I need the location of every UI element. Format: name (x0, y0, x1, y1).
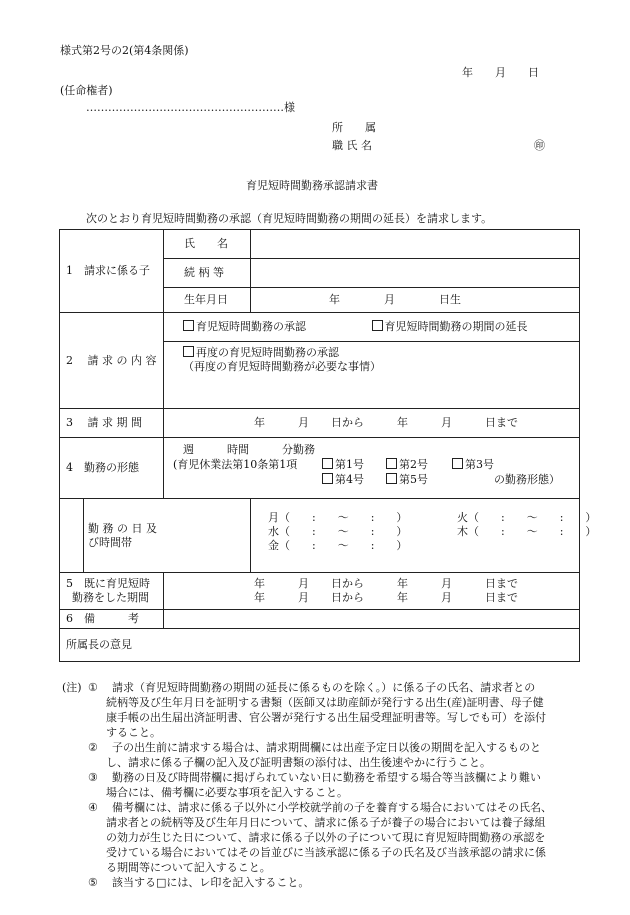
intro-text: 次のとおり育児短時間勤務の承認（育児短時間勤務の期間の延長）を請求します。 (86, 212, 493, 225)
checkbox-approval[interactable] (183, 320, 194, 331)
form-number: 様式第2号の2(第4条関係) (60, 44, 189, 57)
child-birth-field[interactable]: 年 月 日生 (251, 288, 580, 313)
work-form-suffix: の勤務形態） (494, 473, 560, 486)
supervisor-opinion-label: 所属長の意見 (66, 638, 132, 652)
prior-period-label: 5 既に育児短時 勤務をした期間 (60, 573, 164, 610)
checkbox-item-3[interactable] (452, 458, 463, 469)
content-options-row1 (164, 313, 580, 342)
notes-section (62, 680, 582, 890)
child-section-label: 1 請求に係る子 (60, 230, 164, 313)
item-3[interactable]: 第3号 (452, 458, 494, 472)
remarks-label: 6 備 考 (60, 610, 164, 629)
item-4[interactable]: 第4号 (322, 473, 364, 487)
note-2: ② 子の出生前に請求する場合は、請求期間欄には出産予定日以後の期間を記入するものと し、請求に係る子欄の記入及び証明書類の添付は、出生後速やかに行うこと。 (88, 741, 541, 769)
work-form-section-label: 4 勤務の形態 (60, 438, 164, 499)
option-approval[interactable]: 育児短時間勤務の承認 (164, 320, 306, 333)
name-label: 職 氏 名 (332, 139, 372, 152)
option-extension[interactable]: 育児短時間勤務の期間の延長 (310, 320, 528, 333)
checkbox-item-1[interactable] (322, 458, 333, 469)
addressee-line: ………………………………………………様 (86, 101, 295, 114)
checkbox-re-approval[interactable] (183, 346, 194, 357)
affiliation-label: 所 属 (332, 121, 376, 134)
note-3: ③ 勤務の日及び時間帯欄に掲げられていない日に勤務を希望する場合等当該欄により難い 場合には、備考欄に必要な事項を記入すること。 (88, 771, 541, 799)
weekly-hours[interactable]: 週 時間 分勤務 (183, 443, 315, 456)
day-thursday[interactable]: 木（ : 〜 : ） (457, 525, 597, 538)
checkbox-item-2[interactable] (386, 458, 397, 469)
option-re-approval[interactable]: 再度の育児短時間勤務の承認 (164, 342, 579, 360)
supervisor-opinion-field[interactable] (60, 629, 580, 662)
item-2[interactable]: 第2号 (386, 458, 428, 472)
checkbox-item-5[interactable] (386, 473, 397, 484)
content-section-label: 2 請 求 の 内 容 (60, 313, 164, 409)
day-friday[interactable]: 金（ : 〜 : ） (268, 539, 408, 552)
work-days-label: 勤 務 の 日 及 び時間帯 (84, 499, 251, 573)
law-reference: (育児休業法第10条第1項 (173, 458, 298, 471)
appointer-label: (任命権者) (60, 84, 113, 97)
re-approval-note: （再度の育児短時間勤務が必要な事情） (183, 359, 381, 373)
request-form-table (59, 229, 597, 662)
child-birth-label: 生年月日 (164, 288, 251, 313)
prior-period-field[interactable]: 年 月 日から 年 月 日まで 年 月 日から 年 月 日まで (164, 573, 580, 610)
page-title: 育児短時間勤務承認請求書 (246, 179, 378, 192)
note-5: ⑤ 該当する□には、レ印を記入すること。 (88, 876, 310, 889)
date-line: 年 月 日 (462, 66, 539, 79)
child-name-label: 氏 名 (164, 230, 251, 259)
note-1: (注) ① 請求（育児短時間勤務の期間の延長に係るものを除く。）に係る子の氏名、請求者との 続柄等及び生年月日を証明する書類（医師又は助産師が発行する出生(産)証明書、母子健 康手帳の出生届出済証明書、官公署が発行する出生届受理証明書等。写しでも可）を添付 すること。 (62, 681, 546, 739)
checkbox-extension[interactable] (372, 320, 383, 331)
child-relation-field[interactable] (251, 259, 580, 288)
checkbox-item-4[interactable] (322, 473, 333, 484)
content-options-row2 (164, 342, 580, 409)
child-relation-label: 続 柄 等 (164, 259, 251, 288)
work-form-field (164, 438, 580, 499)
day-monday[interactable]: 月（ : 〜 : ） (268, 511, 408, 524)
note-4: ④ 備考欄には、請求に係る子以外に小学校就学前の子を養育する場合においてはその氏名、 請求者との続柄等及び生年月日について、請求に係る子が養子の場合においては養子縁組 の効力が生じた日について、請求に係る子以外の子について現に育児短時間勤務の承認を 受けている場合においてはその旨並びに当該承認に係る子の氏名及び当該承認の請求に係 る期間等について記入すること。 (88, 801, 552, 874)
item-5[interactable]: 第5号 (386, 473, 428, 487)
work-form-indent (60, 499, 84, 573)
item-1[interactable]: 第1号 (322, 458, 364, 472)
work-days-field (251, 499, 597, 573)
remarks-field[interactable] (164, 610, 580, 629)
child-name-field[interactable] (251, 230, 580, 259)
period-section-label: 3 請 求 期 間 (60, 409, 164, 438)
seal-mark: ㊞ (534, 139, 545, 152)
day-tuesday[interactable]: 火（ : 〜 : ） (457, 511, 597, 524)
period-field[interactable]: 年 月 日から 年 月 日まで (164, 409, 580, 438)
day-wednesday[interactable]: 水（ : 〜 : ） (268, 525, 408, 538)
